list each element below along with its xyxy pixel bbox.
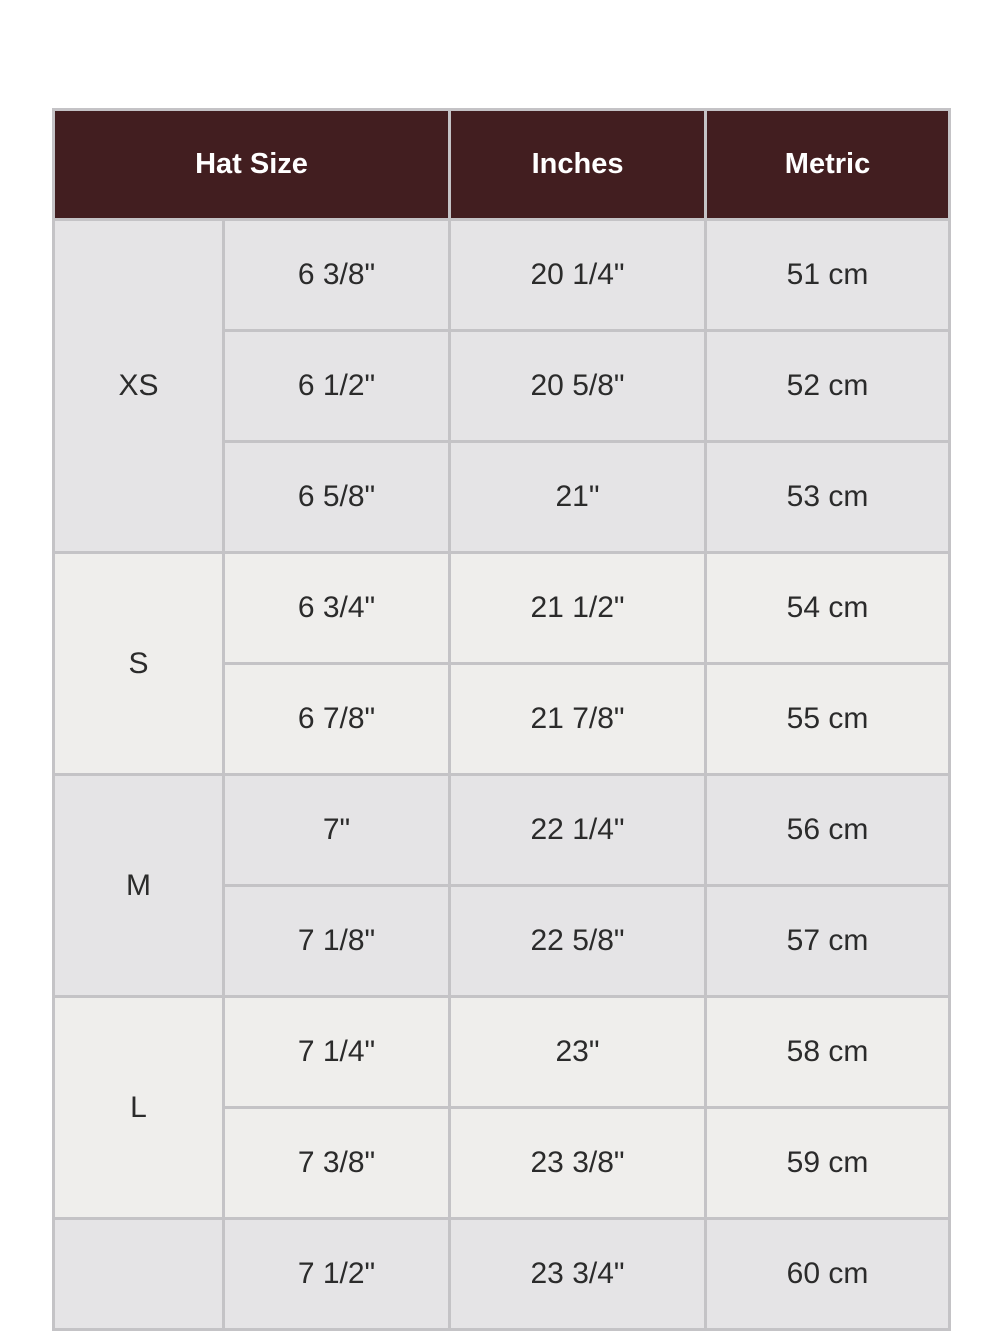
table-row <box>54 220 950 331</box>
metric-cell: 52 cm <box>706 331 950 442</box>
size-group-label-m: M <box>54 775 224 997</box>
size-group-label-xs: XS <box>54 220 224 553</box>
hat-size-cell: 7 1/4" <box>224 997 450 1108</box>
hat-size-cell: 6 7/8" <box>224 664 450 775</box>
hat-size-cell: 7 1/2" <box>224 1219 450 1330</box>
metric-cell: 58 cm <box>706 997 950 1108</box>
size-group-label-next <box>54 1219 224 1330</box>
hat-size-cell: 6 3/4" <box>224 553 450 664</box>
header-inches: Inches <box>450 110 706 220</box>
hat-size-cell: 6 3/8" <box>224 220 450 331</box>
inches-cell: 23 3/8" <box>450 1108 706 1219</box>
size-group-label-l: L <box>54 997 224 1219</box>
metric-cell: 57 cm <box>706 886 950 997</box>
hat-size-cell: 7" <box>224 775 450 886</box>
metric-cell: 55 cm <box>706 664 950 775</box>
inches-cell: 21 7/8" <box>450 664 706 775</box>
hat-size-cell: 6 1/2" <box>224 331 450 442</box>
metric-cell: 60 cm <box>706 1219 950 1330</box>
inches-cell: 20 1/4" <box>450 220 706 331</box>
hat-size-chart-table <box>52 108 951 1331</box>
inches-cell: 23" <box>450 997 706 1108</box>
table-row <box>54 553 950 664</box>
table-row <box>54 1219 950 1330</box>
inches-cell: 22 5/8" <box>450 886 706 997</box>
inches-cell: 23 3/4" <box>450 1219 706 1330</box>
hat-size-cell: 6 5/8" <box>224 442 450 553</box>
metric-cell: 59 cm <box>706 1108 950 1219</box>
inches-cell: 21 1/2" <box>450 553 706 664</box>
inches-cell: 21" <box>450 442 706 553</box>
metric-cell: 54 cm <box>706 553 950 664</box>
table-row <box>54 775 950 886</box>
header-hat-size: Hat Size <box>54 110 450 220</box>
size-group-label-s: S <box>54 553 224 775</box>
hat-size-cell: 7 3/8" <box>224 1108 450 1219</box>
inches-cell: 20 5/8" <box>450 331 706 442</box>
table-row <box>54 997 950 1108</box>
metric-cell: 53 cm <box>706 442 950 553</box>
header-metric: Metric <box>706 110 950 220</box>
table-header-row <box>54 110 950 220</box>
metric-cell: 51 cm <box>706 220 950 331</box>
inches-cell: 22 1/4" <box>450 775 706 886</box>
hat-size-cell: 7 1/8" <box>224 886 450 997</box>
metric-cell: 56 cm <box>706 775 950 886</box>
